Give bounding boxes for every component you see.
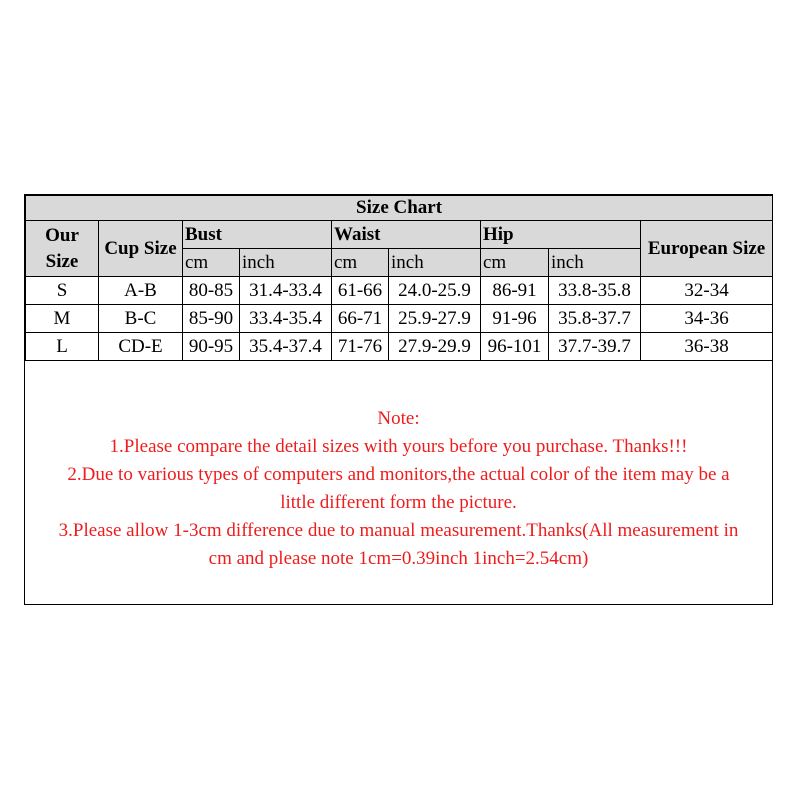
note-line: cm and please note 1cm=0.39inch 1inch=2.54cm) [208, 548, 589, 569]
notes-block [25, 405, 772, 573]
subheader-waist-inch: inch [389, 249, 481, 277]
cell-european-size: 32-34 [641, 277, 773, 305]
subheader-bust-cm: cm [183, 249, 240, 277]
cell-waist-cm: 61-66 [332, 277, 389, 305]
subheader-bust-inch: inch [240, 249, 332, 277]
cell-hip-inch: 37.7-39.7 [549, 333, 641, 361]
cell-bust-inch: 33.4-35.4 [240, 305, 332, 333]
cell-waist-cm: 66-71 [332, 305, 389, 333]
size-chart-frame [24, 194, 773, 605]
note-line: 2.Due to various types of computers and monitors,the actual color of the item may be a [67, 464, 730, 485]
header-european-size: European Size [641, 221, 773, 277]
cell-waist-inch: 24.0-25.9 [389, 277, 481, 305]
cell-bust-inch: 31.4-33.4 [240, 277, 332, 305]
cell-cup: CD-E [99, 333, 183, 361]
cell-hip-inch: 33.8-35.8 [549, 277, 641, 305]
table-title: Size Chart [26, 196, 773, 221]
table-row [26, 333, 773, 361]
header-bust: Bust [183, 221, 332, 249]
header-our-size [26, 221, 99, 277]
cell-cup: A-B [99, 277, 183, 305]
header-our-size-line1: Our [45, 224, 79, 246]
cell-hip-cm: 86-91 [481, 277, 549, 305]
cell-bust-cm: 85-90 [183, 305, 240, 333]
cell-hip-cm: 91-96 [481, 305, 549, 333]
header-hip: Hip [481, 221, 641, 249]
subheader-hip-inch: inch [549, 249, 641, 277]
table-row [26, 305, 773, 333]
cell-bust-cm: 90-95 [183, 333, 240, 361]
header-our-size-line2: Size [45, 250, 79, 272]
table-row [26, 277, 773, 305]
subheader-waist-cm: cm [332, 249, 389, 277]
cell-waist-inch: 27.9-29.9 [389, 333, 481, 361]
header-waist: Waist [332, 221, 481, 249]
note-line: 1.Please compare the detail sizes with yours before you purchase. Thanks!!! [109, 436, 688, 457]
cell-our-size: M [26, 305, 99, 333]
cell-hip-cm: 96-101 [481, 333, 549, 361]
cell-our-size: S [26, 277, 99, 305]
cell-european-size: 34-36 [641, 305, 773, 333]
cell-waist-inch: 25.9-27.9 [389, 305, 481, 333]
cell-bust-inch: 35.4-37.4 [240, 333, 332, 361]
note-line: little different form the picture. [280, 492, 517, 513]
note-heading: Note: [377, 408, 420, 429]
cell-waist-cm: 71-76 [332, 333, 389, 361]
subheader-hip-cm: cm [481, 249, 549, 277]
note-line: 3.Please allow 1-3cm difference due to manual measurement.Thanks(All measurement in [58, 520, 739, 541]
cell-cup: B-C [99, 305, 183, 333]
cell-european-size: 36-38 [641, 333, 773, 361]
cell-hip-inch: 35.8-37.7 [549, 305, 641, 333]
header-cup-size: Cup Size [99, 221, 183, 277]
size-chart-table [25, 195, 773, 361]
cell-our-size: L [26, 333, 99, 361]
cell-bust-cm: 80-85 [183, 277, 240, 305]
